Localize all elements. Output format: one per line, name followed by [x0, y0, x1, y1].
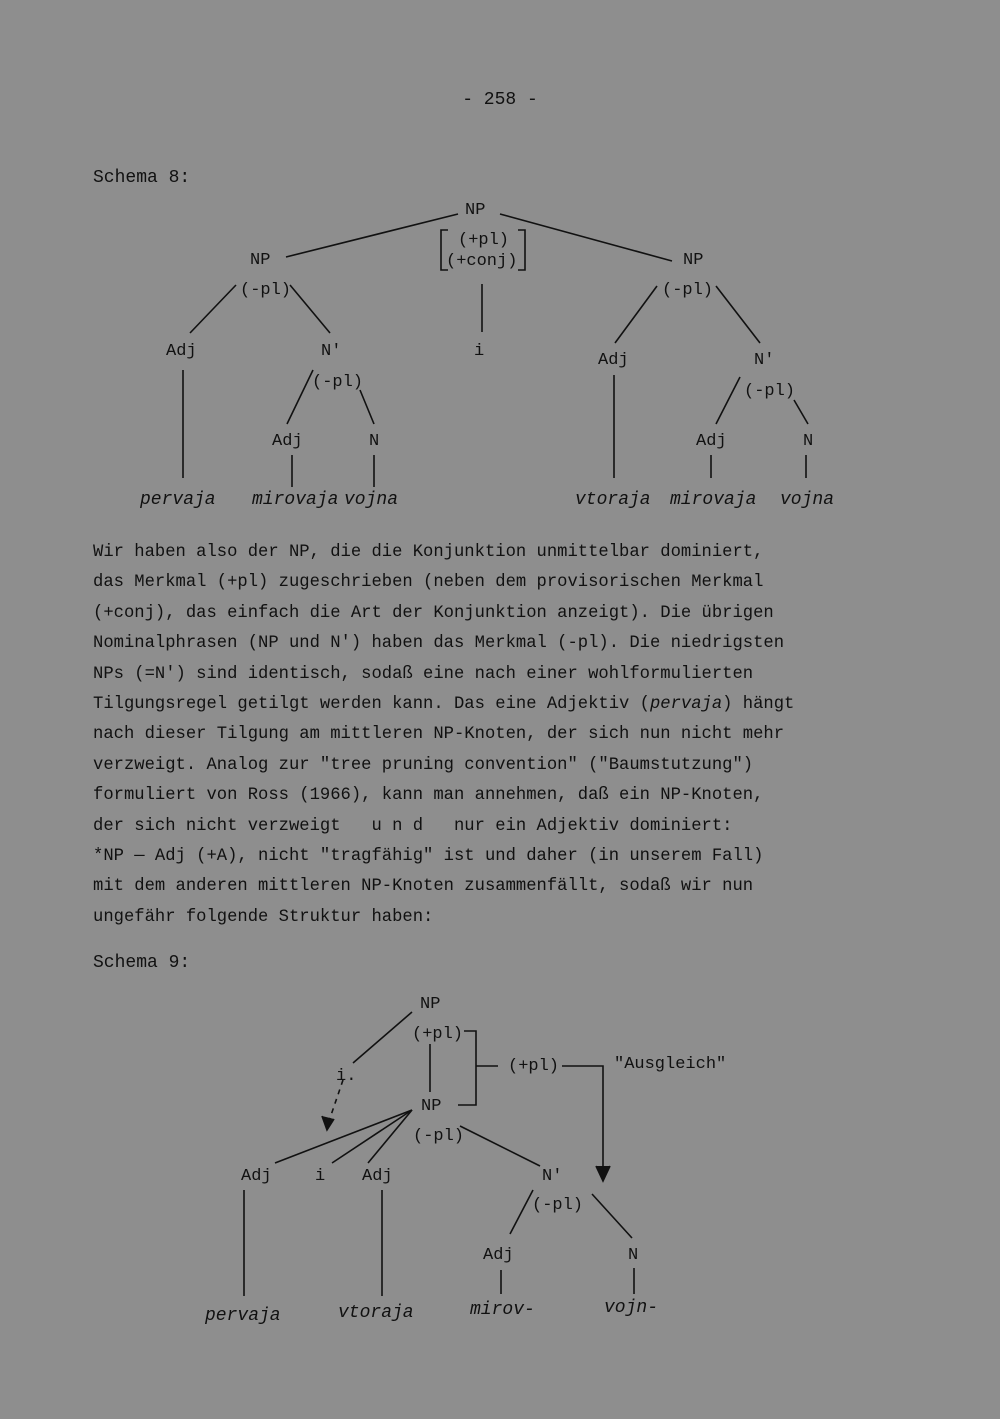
para-line: NPs (=N') sind identisch, sodaß eine nach einer wohlformulierten [93, 664, 754, 684]
s8-right-nbar: N' [754, 351, 775, 370]
para-line: (+conj), das einfach die Art der Konjunktion anzeigt). Die übrigen [93, 603, 774, 623]
s8-word-vojna-1: vojna [344, 490, 399, 510]
schema-8-label: Schema 8: [93, 168, 191, 188]
s8-left-np: NP [250, 251, 271, 270]
s8-left-np-feature: (-pl) [240, 281, 292, 300]
s9-adj-3: Adj [483, 1246, 514, 1265]
edge-rightnp-adj [615, 286, 657, 343]
edge-nbar-n [592, 1194, 632, 1238]
s9-mid-np: NP [421, 1097, 442, 1116]
edge-leftnp-adj [190, 285, 236, 333]
s9-root-np: NP [420, 995, 441, 1014]
edge-leftnp-nbar [290, 285, 330, 333]
s8-root-feature-pl: (+pl) [458, 231, 510, 250]
edge-leftnbar-adj [287, 370, 313, 424]
edge-root-left-np [286, 214, 458, 257]
para-line: mit dem anderen mittleren NP-Knoten zusammenfällt, sodaß wir nun [93, 877, 754, 897]
schema-8-tree [0, 190, 1000, 520]
edge-rightnp-nbar [716, 286, 760, 343]
s8-root-feature-conj: (+conj) [446, 252, 518, 271]
s9-word-pervaja: pervaja [205, 1306, 281, 1326]
movement-arrowhead [322, 1116, 334, 1130]
s8-word-mirovaja-2: mirovaja [670, 490, 757, 510]
s8-conj: i [474, 342, 485, 361]
s8-right-np-feature: (-pl) [662, 281, 714, 300]
s8-word-vojna-2: vojna [780, 490, 835, 510]
s8-word-pervaja: pervaja [140, 490, 216, 510]
s9-word-vojn: vojn- [604, 1298, 659, 1318]
s8-left-n: N [369, 432, 380, 451]
s9-word-mirov: mirov- [470, 1300, 535, 1320]
s8-root-np: NP [465, 201, 486, 220]
s8-right-np: NP [683, 251, 704, 270]
s9-ausgleich: "Ausgleich" [614, 1055, 727, 1074]
para-line: der sich nicht verzweigt u n d nur ein Adjektiv dominiert: [93, 816, 733, 836]
s9-nbar: N' [542, 1167, 563, 1186]
s8-right-nbar-feature: (-pl) [744, 382, 796, 401]
s9-root-feature: (+pl) [412, 1025, 464, 1044]
edge-leftnbar-n [360, 390, 374, 424]
ausgleich-arrowhead [596, 1166, 610, 1181]
s9-n: N [628, 1246, 639, 1265]
ausgleich-arrow-line [562, 1066, 603, 1168]
para-line: das Merkmal (+pl) zugeschrieben (neben dem provisorischen Merkmal [93, 573, 764, 593]
edge-rightnbar-adj [716, 377, 740, 424]
edge-midnp-nbar [460, 1126, 540, 1166]
page-number: - 258 - [462, 90, 538, 110]
para-line: formuliert von Ross (1966), kann man annehmen, daß ein NP-Knoten, [93, 786, 764, 806]
s9-conj-top: i. [336, 1067, 357, 1086]
schema-9-tree [0, 985, 1000, 1335]
para-line: Tilgungsregel getilgt werden kann. Das eine Adjektiv ( [93, 695, 650, 715]
schema-9-label: Schema 9: [93, 953, 191, 973]
matrix-bracket-right [518, 230, 525, 270]
s8-left-adj: Adj [166, 342, 197, 361]
s8-right-adj: Adj [598, 351, 629, 370]
para-italic-word: pervaja [649, 695, 723, 715]
movement-arrow-dashed [328, 1080, 343, 1124]
edge-rightnbar-n [794, 400, 808, 424]
para-line: Nominalphrasen (NP und N') haben das Merkmal (-pl). Die niedrigsten [93, 634, 785, 654]
s9-adj-2: Adj [362, 1167, 393, 1186]
para-line: ungefähr folgende Struktur haben: [93, 907, 434, 927]
s8-left-inner-adj: Adj [272, 432, 303, 451]
edge-nbar-adj3 [510, 1190, 533, 1234]
s8-word-vtoraja: vtoraja [575, 490, 651, 510]
para-line: nach dieser Tilgung am mittleren NP-Knoten, der sich nun nicht mehr [93, 725, 785, 745]
s8-right-n: N [803, 432, 814, 451]
para-line: verzweigt. Analog zur "tree pruning convention" ("Baumstutzung") [93, 755, 754, 775]
edge-root-conj-top [353, 1012, 412, 1063]
s9-nbar-feature: (-pl) [532, 1196, 584, 1215]
s8-left-nbar: N' [321, 342, 342, 361]
para-line: ) hängt [722, 695, 795, 715]
s9-bracket-feature: (+pl) [508, 1057, 560, 1076]
s8-word-mirovaja-1: mirovaja [252, 490, 339, 510]
para-line: *NP — Adj (+A), nicht "tragfähig" ist und daher (in unserem Fall) [93, 847, 764, 867]
s9-mid-np-feature: (-pl) [413, 1127, 465, 1146]
s9-conj: i [315, 1167, 326, 1186]
s8-right-inner-adj: Adj [696, 432, 727, 451]
body-paragraph [93, 538, 923, 933]
para-line: Wir haben also der NP, die die Konjunktion unmittelbar dominiert, [93, 543, 764, 562]
s9-adj-1: Adj [241, 1167, 272, 1186]
s8-left-nbar-feature: (-pl) [312, 373, 364, 392]
s9-word-vtoraja: vtoraja [338, 1303, 414, 1323]
